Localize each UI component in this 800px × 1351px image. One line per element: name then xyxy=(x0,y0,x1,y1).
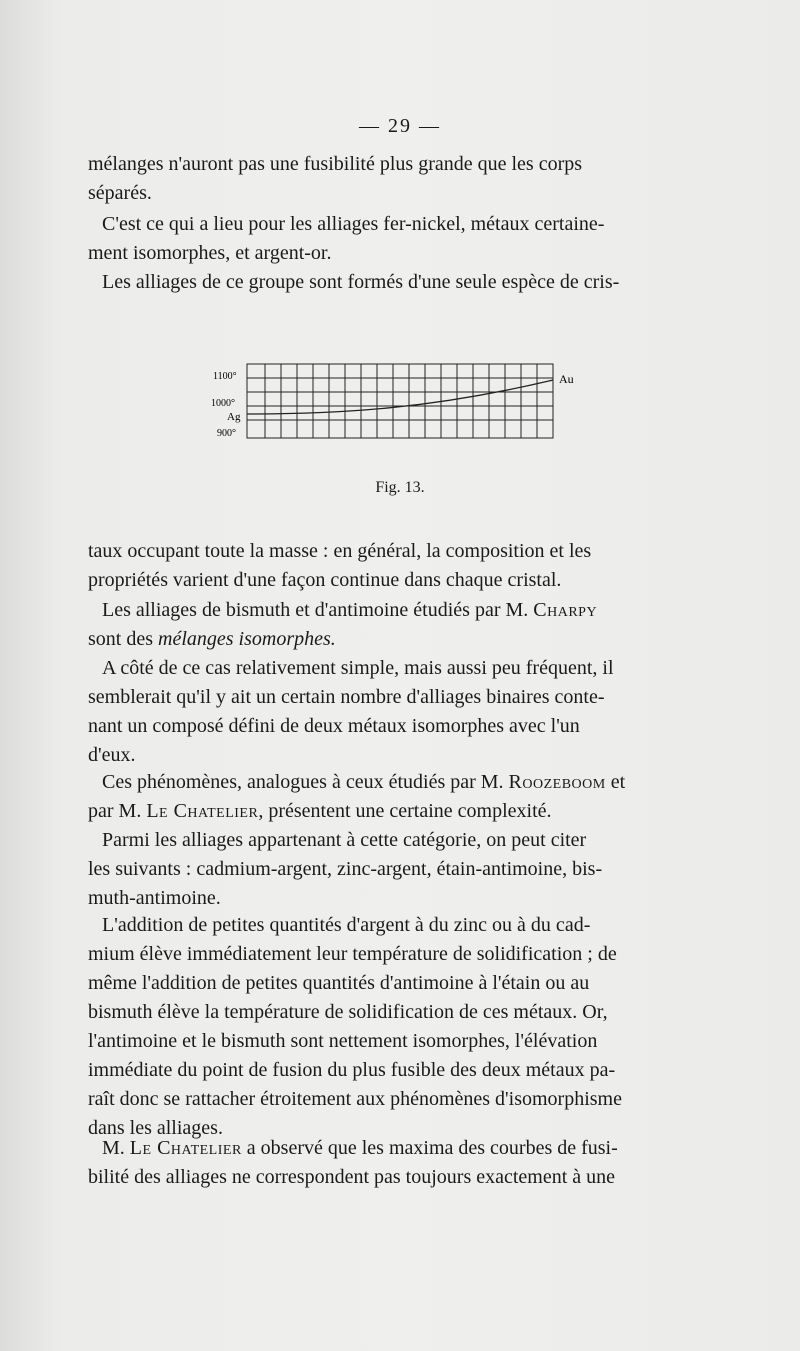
text-span: M. xyxy=(102,1137,130,1159)
label-au: Au xyxy=(559,372,574,386)
text-line: mélanges n'auront pas une fusibilité plus grande que les corps xyxy=(88,153,583,175)
text-line: propriétés varient d'une façon continue dans chaque cristal. xyxy=(88,569,562,591)
paragraph-3 xyxy=(88,268,714,297)
figure-caption: Fig. 13. xyxy=(375,479,425,496)
author-name: Roozeboom xyxy=(508,771,606,793)
text-line: mium élève immédiatement leur température de solidification ; de xyxy=(88,943,617,965)
text-line: l'antimoine et le bismuth sont nettement isomorphes, l'élévation xyxy=(88,1030,598,1052)
fusibility-chart xyxy=(205,358,605,448)
text-line xyxy=(88,797,714,826)
text-span: et xyxy=(605,771,626,793)
text-line: immédiate du point de fusion du plus fusible des deux métaux pa- xyxy=(88,1059,616,1081)
author-name: Charpy xyxy=(533,599,598,621)
paragraph-9 xyxy=(88,911,714,1143)
text-line: semblerait qu'il y ait un certain nombre d'alliages binaires conte- xyxy=(88,686,605,708)
text-line: bismuth élève la température de solidification de ces métaux. Or, xyxy=(88,1001,608,1023)
author-name: Le Chatelier xyxy=(146,800,259,822)
text-line: même l'addition de petites quantités d'antimoine à l'étain ou au xyxy=(88,972,590,994)
paragraph-8 xyxy=(88,826,714,913)
label-1000: 1000° xyxy=(211,398,235,409)
text-line: d'eux. xyxy=(88,744,136,766)
text-line: ment isomorphes, et argent-or. xyxy=(88,242,332,264)
text-line: Les alliages de ce groupe sont formés d'une seule espèce de cris- xyxy=(102,271,620,293)
page-number: — 29 — xyxy=(359,115,441,137)
label-900: 900° xyxy=(217,428,236,439)
text-line: muth-antimoine. xyxy=(88,887,221,909)
text-line: les suivants : cadmium-argent, zinc-argent, étain-antimoine, bis- xyxy=(88,858,603,880)
paragraph-10 xyxy=(88,1134,714,1192)
paragraph-2 xyxy=(88,210,714,268)
text-line: A côté de ce cas relativement simple, mais aussi peu fréquent, il xyxy=(102,657,614,679)
paragraph-1 xyxy=(88,150,714,208)
text-span: sont des xyxy=(88,628,158,650)
text-line xyxy=(88,1134,714,1163)
text-span: a observé que les maxima des courbes de fusi- xyxy=(241,1137,618,1159)
text-line xyxy=(88,625,714,654)
paragraph-7 xyxy=(88,768,714,826)
author-name: Le Chatelier xyxy=(129,1137,242,1159)
paragraph-6 xyxy=(88,654,714,770)
fusibility-curve xyxy=(247,380,553,414)
text-line: séparés. xyxy=(88,182,152,204)
label-1100: 1100° xyxy=(213,371,237,382)
grid xyxy=(247,364,553,438)
text-span: , présentent une certaine complexité. xyxy=(258,800,552,822)
italic-term: mélanges isomorphes. xyxy=(158,628,336,650)
text-line xyxy=(88,768,714,797)
text-span: par M. xyxy=(88,800,147,822)
label-ag: Ag xyxy=(227,411,241,423)
text-line: C'est ce qui a lieu pour les alliages fer-nickel, métaux certaine- xyxy=(102,213,605,235)
text-line: nant un composé défini de deux métaux isomorphes avec l'un xyxy=(88,715,580,737)
text-line: bilité des alliages ne correspondent pas toujours exactement à une xyxy=(88,1166,616,1188)
text-line: dans les alliages. xyxy=(88,1117,223,1139)
text-line xyxy=(88,596,714,625)
paragraph-4 xyxy=(88,537,714,595)
text-line: taux occupant toute la masse : en général, la composition et les xyxy=(88,540,592,562)
text-span: Ces phénomènes, analogues à ceux étudiés par M. xyxy=(102,771,509,793)
text-line: L'addition de petites quantités d'argent à du zinc ou à du cad- xyxy=(102,914,591,936)
paragraph-5 xyxy=(88,596,714,654)
figure-13-diagram xyxy=(205,358,605,448)
text-line: Parmi les alliages appartenant à cette catégorie, on peut citer xyxy=(102,829,587,851)
text-span: Les alliages de bismuth et d'antimoine étudiés par M. xyxy=(102,599,534,621)
text-line: raît donc se rattacher étroitement aux phénomènes d'isomorphisme xyxy=(88,1088,622,1110)
